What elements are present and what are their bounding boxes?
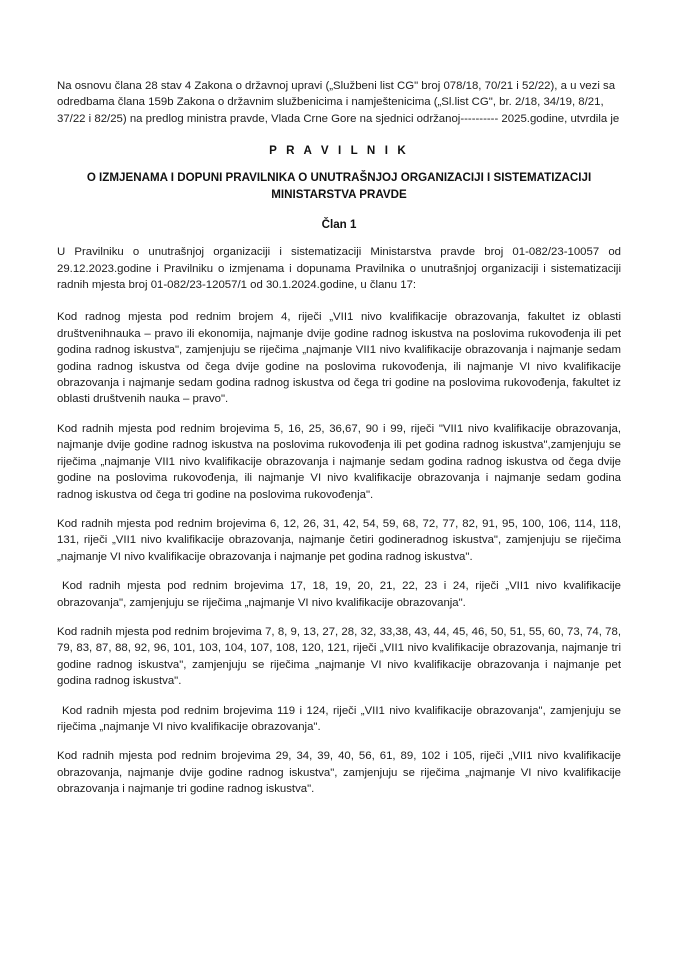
body-paragraph: Kod radnih mjesta pod rednim brojevima 7, 8, 9, 13, 27, 28, 32, 33,38, 43, 44, 45, 46, 50, 51, 55, 60, 73, 74, 78, 79, 83, 87, 88, 92, 96, 101, 103, 104, 107, 108, 120, 121, riječi „VII1 nivo kvalifikacije obrazovanja, najmanje tri godine radnog iskustva", zamjenjuju se riječima „najmanje VI nivo kvalifikacije obrazovanja i najmanje pet godina radnog iskustva". [57,625,621,688]
document-subtitle: O IZMJENAMA I DOPUNI PRAVILNIKA O UNUTRAŠNJOJ ORGANIZACIJI I SISTEMATIZACIJI MINISTARSTVA PRAVDE [86,171,592,202]
body-paragraph: Kod radnih mjesta pod rednim brojevima 29, 34, 39, 40, 56, 61, 89, 102 i 105, riječi „VII1 nivo kvalifikacije obrazovanja, najmanje dvije godine radnog iskustva", zamjenjuju se riječima „najmanje VI nivo kvalifikacije obrazovanja i najmanje tri godine radnog iskustva". [57,750,621,796]
page-title: P R A V I L N I K [269,144,409,158]
body-paragraph: Kod radnog mjesta pod rednim brojem 4, riječi „VII1 nivo kvalifikacije obrazovanja, fakultet iz oblasti društvenihnauka – pravo ili ekonomija, najmanje dvije godine radnog iskustva na poslovima rukovođenja ili pet godina radnog iskustva", zamjenjuju se riječima „najmanje VII1 nivo kvalifikacije obrazovanja i najmanje sedam godina radnog iskustva od čega dvije godine na poslovima rukovođenja, ili najmanje VI nivo kvalifikacije obrazovanja i najmanje sedam godina radnog iskustva od čega tri godine na poslovima rukovođenja, fakultet iz oblasti društvenih nauka – pravo". [57,311,621,406]
body-paragraph: Kod radnih mjesta pod rednim brojevima 17, 18, 19, 20, 21, 22, 23 i 24, riječi „VII1 nivo kvalifikacije obrazovanja", zamjenjuju se riječima „najmanje VI nivo kvalifikacije obrazovanja". [57,580,621,609]
body-paragraph: Kod radnih mjesta pod rednim brojevima 5, 16, 25, 36,67, 90 i 99, riječi "VII1 nivo kvalifikacije obrazovanja, najmanje dvije godine radnog iskustva na poslovima rukovođenja ili pet godina radnog iskustva",zamjenjuju se riječima „najmanje VII1 nivo kvalifikacije obrazovanja i najmanje sedam godina radnog iskustva od čega dvije godine na poslovima rukovođenja, ili najmanje VI nivo kvalifikacije obrazovanja i najmanje sedam godina radnog iskustva od čega tri godine na poslovima rukovođenja". [57,422,621,501]
title-block [57,141,621,203]
preamble-paragraph: Na osnovu člana 28 stav 4 Zakona o državnoj upravi („Službeni list CG" broj 078/18, 70/21 i 52/22), a u vezi sa odredbama člana 159b Zakona o državnim službenicima i namještenicima („Sl.list CG", br. 2/18, 34/19, 8/21, 37/22 i 82/25) na predlog ministra pravde, Vlada Crne Gore na sjednici održanoj---------- 2025.godine, utvrdila je [57,80,620,125]
article-heading: Član 1 [321,218,357,232]
intro-paragraph: U Pravilniku o unutrašnjoj organizaciji i sistematizaciji Ministarstva pravde broj 01-082/23-10057 od 29.12.2023.godine i Pravilniku o izmjenama i dopunama Pravilnika o unutrašnjoj organizaciji i sistematizaciji radnih mjesta broj 01-082/23-12057/1 od 30.1.2024.godine, u članu 17: [57,246,621,292]
document-body [57,78,621,798]
body-paragraph: Kod radnih mjesta pod rednim brojevima 119 i 124, riječi „VII1 nivo kvalifikacije obrazovanja", zamjenjuju se riječima „najmanje VI nivo kvalifikacije obrazovanja". [57,704,621,733]
body-paragraph: Kod radnih mjesta pod rednim brojevima 6, 12, 26, 31, 42, 54, 59, 68, 72, 77, 82, 91, 95, 100, 106, 114, 118, 131, riječi „VII1 nivo kvalifikacije obrazovanja, najmanje četiri godineradnog iskustva", zamjenjuju se riječima „najmanje VI nivo kvalifikacije obrazovanja i najmanje pet godina radnog iskustva". [57,517,621,563]
